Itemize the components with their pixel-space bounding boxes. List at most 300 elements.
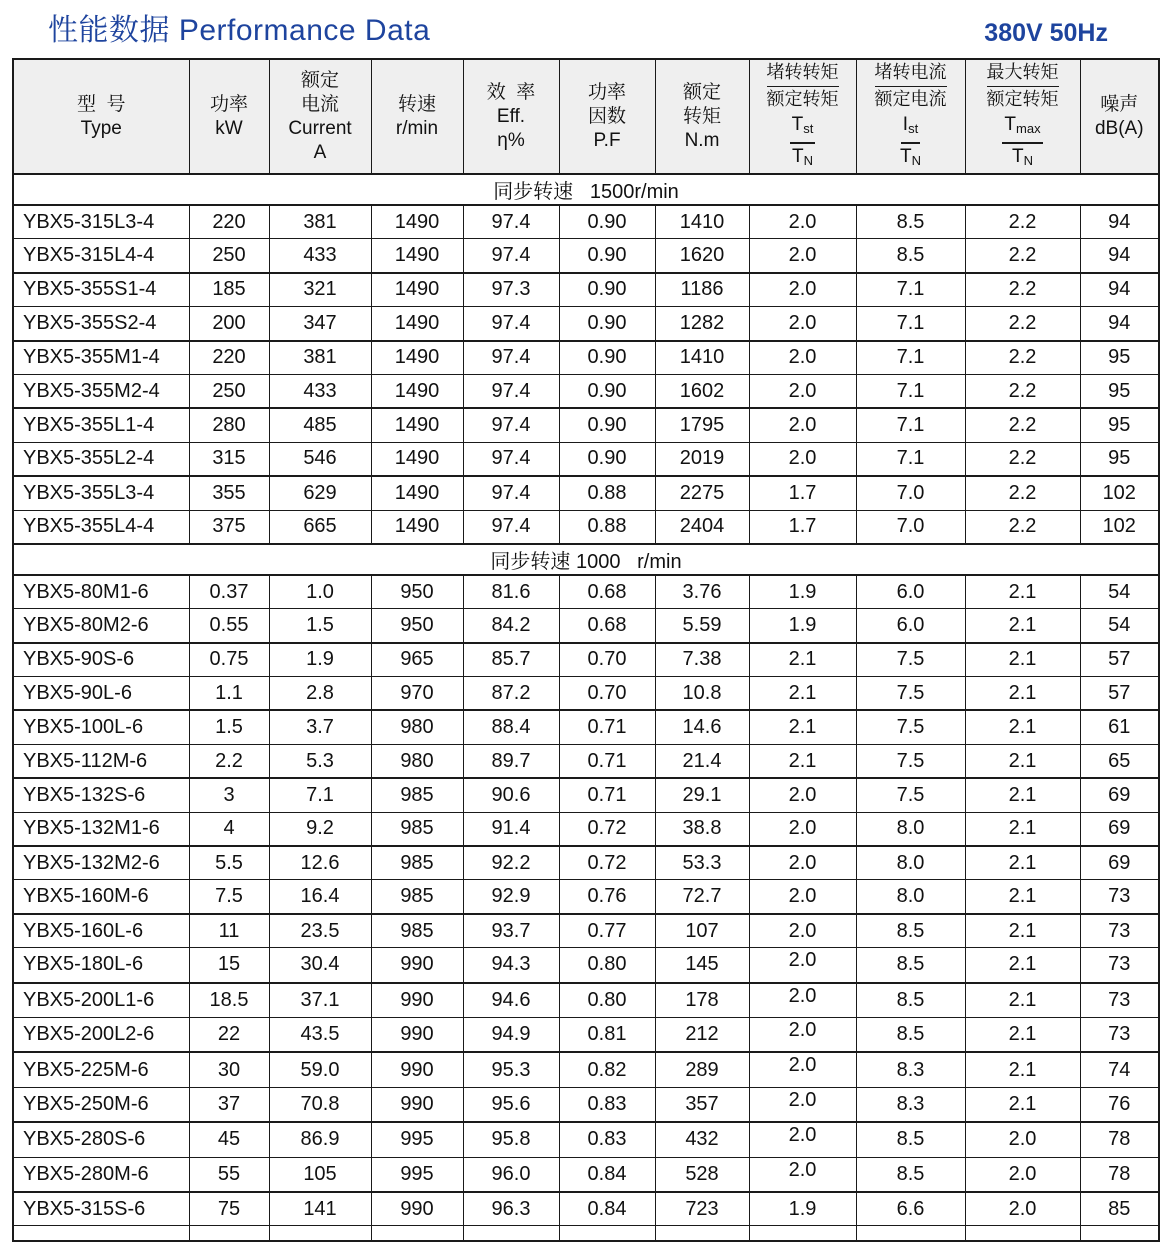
cell-noise: 69 bbox=[1080, 846, 1159, 880]
cell-type: YBX5-355L2-4 bbox=[13, 442, 189, 476]
cell-power-factor: 0.70 bbox=[559, 677, 655, 711]
cell-power-factor: 0.71 bbox=[559, 710, 655, 744]
cell-ist-tn: 7.5 bbox=[856, 643, 965, 677]
col-header-ist-tn bbox=[856, 59, 965, 174]
cell-tst-tn: 2.0 bbox=[749, 846, 856, 880]
fraction-numerator-symbol: $T_{st}$ bbox=[750, 112, 856, 144]
cell-noise: 73 bbox=[1080, 948, 1159, 983]
col-header-line: 额定 bbox=[300, 69, 339, 91]
cell-noise-partial bbox=[1080, 1226, 1159, 1242]
table-row bbox=[13, 341, 1159, 375]
cell-type: YBX5-355L4-4 bbox=[13, 510, 189, 544]
cell-rated-torque: 723 bbox=[655, 1192, 749, 1226]
cell-ist-tn: 7.0 bbox=[856, 510, 965, 544]
cell-efficiency: 97.4 bbox=[463, 476, 559, 510]
cell-power-factor: 0.80 bbox=[559, 983, 655, 1018]
cell-noise: 102 bbox=[1080, 510, 1159, 544]
cell-rated-torque: 1602 bbox=[655, 374, 749, 408]
cell-power-factor: 0.81 bbox=[559, 1017, 655, 1052]
cell-power-factor: 0.72 bbox=[559, 846, 655, 880]
cell-rated-torque: 1410 bbox=[655, 205, 749, 239]
cell-rated-torque: 14.6 bbox=[655, 710, 749, 744]
cell-tmax-tn: 2.1 bbox=[965, 914, 1080, 948]
cell-efficiency: 88.4 bbox=[463, 710, 559, 744]
cell-rated-torque: 107 bbox=[655, 914, 749, 948]
table-row bbox=[13, 1157, 1159, 1192]
col-header-power-factor bbox=[559, 59, 655, 174]
col-header-line: 额定 bbox=[682, 81, 721, 103]
col-header-power-kw bbox=[189, 59, 269, 174]
cell-efficiency: 94.6 bbox=[463, 983, 559, 1018]
cell-tmax-tn: 2.0 bbox=[965, 1157, 1080, 1192]
table-row bbox=[13, 239, 1159, 273]
cell-efficiency: 95.8 bbox=[463, 1122, 559, 1157]
col-header-line: 电流 bbox=[300, 93, 339, 115]
cell-efficiency: 91.4 bbox=[463, 812, 559, 846]
cell-efficiency: 89.7 bbox=[463, 744, 559, 778]
cell-tmax-tn: 2.2 bbox=[965, 341, 1080, 375]
cell-power-kw: 355 bbox=[189, 476, 269, 510]
cell-tmax-tn: 2.1 bbox=[965, 609, 1080, 643]
col-header-efficiency bbox=[463, 59, 559, 174]
cell-efficiency: 84.2 bbox=[463, 609, 559, 643]
cell-rated-current: 43.5 bbox=[269, 1017, 371, 1052]
cell-speed: 990 bbox=[371, 1017, 463, 1052]
cell-type: YBX5-315L3-4 bbox=[13, 205, 189, 239]
cell-rated-torque: 528 bbox=[655, 1157, 749, 1192]
cell-efficiency: 97.4 bbox=[463, 205, 559, 239]
table-row bbox=[13, 476, 1159, 510]
cell-power-factor: 0.71 bbox=[559, 744, 655, 778]
cell-tst-tn: 2.0 bbox=[749, 205, 856, 239]
fraction-denominator-zh: 额定转矩 bbox=[986, 89, 1059, 109]
cell-power-factor: 0.84 bbox=[559, 1192, 655, 1226]
cell-type: YBX5-355M1-4 bbox=[13, 341, 189, 375]
cell-rated-current: 629 bbox=[269, 476, 371, 510]
cell-speed: 995 bbox=[371, 1122, 463, 1157]
cell-noise: 78 bbox=[1080, 1122, 1159, 1157]
cell-ist-tn: 7.1 bbox=[856, 273, 965, 307]
cell-power-kw: 250 bbox=[189, 239, 269, 273]
cell-efficiency: 92.9 bbox=[463, 880, 559, 914]
fraction-numerator-zh: 最大转矩 bbox=[966, 60, 1080, 87]
cell-tst-tn: 2.1 bbox=[749, 677, 856, 711]
cell-ist-tn: 8.5 bbox=[856, 914, 965, 948]
col-header-line: r/min bbox=[395, 117, 439, 139]
cell-tmax-tn: 2.2 bbox=[965, 442, 1080, 476]
cell-power-kw: 185 bbox=[189, 273, 269, 307]
col-header-type bbox=[13, 59, 189, 174]
section-header-row bbox=[13, 174, 1159, 205]
cell-rated-current: 7.1 bbox=[269, 778, 371, 812]
cell-ist-tn-partial bbox=[856, 1226, 965, 1242]
cell-ist-tn: 8.0 bbox=[856, 880, 965, 914]
fraction-numerator-symbol: $T_{max}$ bbox=[966, 112, 1080, 144]
col-header-line: 型 号 bbox=[76, 93, 126, 115]
fraction-denominator-symbol: $T_N$ bbox=[900, 146, 921, 168]
cell-noise: 73 bbox=[1080, 983, 1159, 1018]
cell-power-factor: 0.90 bbox=[559, 205, 655, 239]
cell-speed: 1490 bbox=[371, 205, 463, 239]
cell-power-kw: 0.37 bbox=[189, 575, 269, 609]
cell-noise: 95 bbox=[1080, 408, 1159, 442]
cell-tst-tn: 2.0 bbox=[749, 1052, 856, 1087]
cell-tst-tn: 1.9 bbox=[749, 1192, 856, 1226]
cell-efficiency: 95.6 bbox=[463, 1087, 559, 1122]
col-header-line: Type bbox=[80, 117, 122, 139]
cell-noise: 94 bbox=[1080, 273, 1159, 307]
cell-power-factor: 0.90 bbox=[559, 273, 655, 307]
cell-rated-torque: 1410 bbox=[655, 341, 749, 375]
cell-speed: 950 bbox=[371, 575, 463, 609]
cell-noise: 102 bbox=[1080, 476, 1159, 510]
cell-type: YBX5-180L-6 bbox=[13, 948, 189, 983]
cell-tmax-tn: 2.1 bbox=[965, 575, 1080, 609]
cell-rated-torque: 72.7 bbox=[655, 880, 749, 914]
cell-speed: 1490 bbox=[371, 273, 463, 307]
cell-noise: 61 bbox=[1080, 710, 1159, 744]
cell-ist-tn: 8.5 bbox=[856, 205, 965, 239]
cell-rated-current: 381 bbox=[269, 341, 371, 375]
cell-rated-torque: 53.3 bbox=[655, 846, 749, 880]
cell-rated-torque: 29.1 bbox=[655, 778, 749, 812]
cell-type: YBX5-112M-6 bbox=[13, 744, 189, 778]
cell-power-kw: 220 bbox=[189, 205, 269, 239]
cell-efficiency: 97.4 bbox=[463, 307, 559, 341]
cell-power-kw: 75 bbox=[189, 1192, 269, 1226]
cell-tmax-tn-partial bbox=[965, 1226, 1080, 1242]
cell-type: YBX5-355S2-4 bbox=[13, 307, 189, 341]
cell-power-factor: 0.90 bbox=[559, 374, 655, 408]
cell-tst-tn: 2.0 bbox=[749, 442, 856, 476]
cell-rated-torque: 1282 bbox=[655, 307, 749, 341]
table-row bbox=[13, 778, 1159, 812]
cell-power-kw: 15 bbox=[189, 948, 269, 983]
cell-power-factor: 0.88 bbox=[559, 476, 655, 510]
cell-tmax-tn: 2.2 bbox=[965, 239, 1080, 273]
cell-speed: 990 bbox=[371, 948, 463, 983]
cell-rated-torque: 1795 bbox=[655, 408, 749, 442]
section-header-label: 同步转速 1500r/min bbox=[13, 174, 1159, 205]
cell-noise: 69 bbox=[1080, 778, 1159, 812]
cell-efficiency: 97.4 bbox=[463, 442, 559, 476]
cell-tst-tn: 2.0 bbox=[749, 374, 856, 408]
cell-speed: 1490 bbox=[371, 408, 463, 442]
cell-ist-tn: 7.1 bbox=[856, 442, 965, 476]
cell-power-kw: 37 bbox=[189, 1087, 269, 1122]
cell-power-kw: 220 bbox=[189, 341, 269, 375]
cell-efficiency: 96.0 bbox=[463, 1157, 559, 1192]
cell-ist-tn: 8.0 bbox=[856, 846, 965, 880]
cell-noise: 85 bbox=[1080, 1192, 1159, 1226]
cell-type: YBX5-80M1-6 bbox=[13, 575, 189, 609]
cell-rated-current-partial bbox=[269, 1226, 371, 1242]
cell-rated-torque: 145 bbox=[655, 948, 749, 983]
cell-noise: 94 bbox=[1080, 205, 1159, 239]
col-header-line: Current bbox=[288, 117, 352, 139]
cell-power-factor: 0.70 bbox=[559, 643, 655, 677]
cell-efficiency: 95.3 bbox=[463, 1052, 559, 1087]
cell-tmax-tn: 2.1 bbox=[965, 983, 1080, 1018]
table-row bbox=[13, 1192, 1159, 1226]
table-row bbox=[13, 510, 1159, 544]
cell-rated-current: 141 bbox=[269, 1192, 371, 1226]
fraction-denominator-symbol: $T_N$ bbox=[792, 146, 813, 168]
cell-tst-tn: 2.0 bbox=[749, 239, 856, 273]
fraction-denominator-zh: 额定电流 bbox=[874, 89, 947, 109]
cell-power-kw: 3 bbox=[189, 778, 269, 812]
cell-rated-torque: 3.76 bbox=[655, 575, 749, 609]
cell-ist-tn: 6.0 bbox=[856, 575, 965, 609]
cell-power-kw: 2.2 bbox=[189, 744, 269, 778]
cell-tst-tn: 2.0 bbox=[749, 408, 856, 442]
cell-ist-tn: 7.5 bbox=[856, 744, 965, 778]
cell-tst-tn: 2.0 bbox=[749, 983, 856, 1018]
cell-tst-tn: 2.1 bbox=[749, 710, 856, 744]
table-row bbox=[13, 1087, 1159, 1122]
cell-speed: 950 bbox=[371, 609, 463, 643]
col-header-speed bbox=[371, 59, 463, 174]
cell-tst-tn: 2.1 bbox=[749, 643, 856, 677]
cell-noise: 94 bbox=[1080, 307, 1159, 341]
cell-ist-tn: 8.5 bbox=[856, 1157, 965, 1192]
cell-noise: 73 bbox=[1080, 1017, 1159, 1052]
cell-power-factor: 0.90 bbox=[559, 239, 655, 273]
performance-data-table bbox=[12, 58, 1160, 1242]
cell-tst-tn: 2.0 bbox=[749, 341, 856, 375]
col-header-noise bbox=[1080, 59, 1159, 174]
cell-tst-tn: 1.9 bbox=[749, 609, 856, 643]
cell-power-factor: 0.83 bbox=[559, 1087, 655, 1122]
col-header-line: A bbox=[313, 141, 327, 163]
cell-tmax-tn: 2.1 bbox=[965, 880, 1080, 914]
cell-speed: 1490 bbox=[371, 442, 463, 476]
cell-tst-tn: 2.0 bbox=[749, 1017, 856, 1052]
cell-noise: 95 bbox=[1080, 374, 1159, 408]
table-row bbox=[13, 846, 1159, 880]
cell-type: YBX5-280S-6 bbox=[13, 1122, 189, 1157]
cell-speed: 970 bbox=[371, 677, 463, 711]
cell-power-factor: 0.72 bbox=[559, 812, 655, 846]
cell-rated-current: 546 bbox=[269, 442, 371, 476]
cell-speed: 985 bbox=[371, 914, 463, 948]
cell-tmax-tn: 2.1 bbox=[965, 846, 1080, 880]
cell-noise: 65 bbox=[1080, 744, 1159, 778]
cell-rated-torque: 432 bbox=[655, 1122, 749, 1157]
table-row bbox=[13, 374, 1159, 408]
cell-noise: 95 bbox=[1080, 442, 1159, 476]
col-header-line: 转速 bbox=[397, 93, 436, 115]
cell-noise: 57 bbox=[1080, 643, 1159, 677]
table-row bbox=[13, 1052, 1159, 1087]
cell-speed: 990 bbox=[371, 1087, 463, 1122]
table-row bbox=[13, 575, 1159, 609]
cell-efficiency: 92.2 bbox=[463, 846, 559, 880]
table-row bbox=[13, 880, 1159, 914]
cell-noise: 73 bbox=[1080, 914, 1159, 948]
voltage-frequency-label: 380V 50Hz bbox=[984, 19, 1108, 47]
cell-rated-torque-partial bbox=[655, 1226, 749, 1242]
cell-power-kw: 55 bbox=[189, 1157, 269, 1192]
cell-tst-tn: 1.7 bbox=[749, 476, 856, 510]
cell-efficiency-partial bbox=[463, 1226, 559, 1242]
cell-noise: 73 bbox=[1080, 880, 1159, 914]
cell-efficiency: 97.4 bbox=[463, 239, 559, 273]
cell-ist-tn: 8.5 bbox=[856, 983, 965, 1018]
cell-speed: 990 bbox=[371, 983, 463, 1018]
cell-efficiency: 97.4 bbox=[463, 408, 559, 442]
cell-speed: 1490 bbox=[371, 476, 463, 510]
cell-ist-tn: 8.5 bbox=[856, 948, 965, 983]
cell-tmax-tn: 2.0 bbox=[965, 1192, 1080, 1226]
cell-power-kw: 11 bbox=[189, 914, 269, 948]
cell-tst-tn: 2.0 bbox=[749, 307, 856, 341]
cell-power-factor: 0.90 bbox=[559, 341, 655, 375]
cell-ist-tn: 7.0 bbox=[856, 476, 965, 510]
fraction-denominator-zh: 额定转矩 bbox=[766, 89, 839, 109]
table-row bbox=[13, 677, 1159, 711]
cell-efficiency: 94.3 bbox=[463, 948, 559, 983]
cell-tmax-tn: 2.1 bbox=[965, 812, 1080, 846]
cell-power-kw: 5.5 bbox=[189, 846, 269, 880]
table-row bbox=[13, 273, 1159, 307]
cell-ist-tn: 8.0 bbox=[856, 812, 965, 846]
col-header-line: P.F bbox=[593, 129, 621, 151]
cell-ist-tn: 8.3 bbox=[856, 1087, 965, 1122]
cell-efficiency: 94.9 bbox=[463, 1017, 559, 1052]
cell-speed: 985 bbox=[371, 880, 463, 914]
cell-power-factor: 0.90 bbox=[559, 307, 655, 341]
cell-speed: 985 bbox=[371, 846, 463, 880]
cell-power-kw: 375 bbox=[189, 510, 269, 544]
cell-rated-current: 30.4 bbox=[269, 948, 371, 983]
cell-type: YBX5-355S1-4 bbox=[13, 273, 189, 307]
cell-tmax-tn: 2.0 bbox=[965, 1122, 1080, 1157]
cell-power-kw-partial bbox=[189, 1226, 269, 1242]
cell-noise: 54 bbox=[1080, 609, 1159, 643]
cell-rated-current: 485 bbox=[269, 408, 371, 442]
cell-speed: 1490 bbox=[371, 341, 463, 375]
cell-rated-torque: 357 bbox=[655, 1087, 749, 1122]
cell-speed-partial bbox=[371, 1226, 463, 1242]
cell-tst-tn: 2.0 bbox=[749, 778, 856, 812]
col-header-rated-torque bbox=[655, 59, 749, 174]
cell-type-partial bbox=[13, 1226, 189, 1242]
page-title: 性能数据 Performance Data bbox=[48, 14, 431, 47]
cell-speed: 985 bbox=[371, 812, 463, 846]
table-row bbox=[13, 812, 1159, 846]
cell-power-kw: 280 bbox=[189, 408, 269, 442]
cell-rated-current: 2.8 bbox=[269, 677, 371, 711]
cell-speed: 1490 bbox=[371, 510, 463, 544]
cell-type: YBX5-200L1-6 bbox=[13, 983, 189, 1018]
cell-rated-current: 86.9 bbox=[269, 1122, 371, 1157]
cell-tmax-tn: 2.1 bbox=[965, 778, 1080, 812]
cell-noise: 78 bbox=[1080, 1157, 1159, 1192]
cell-tmax-tn: 2.2 bbox=[965, 374, 1080, 408]
cell-speed: 1490 bbox=[371, 307, 463, 341]
cell-type: YBX5-315S-6 bbox=[13, 1192, 189, 1226]
cell-ist-tn: 7.1 bbox=[856, 374, 965, 408]
cell-power-factor: 0.68 bbox=[559, 609, 655, 643]
cell-power-factor: 0.82 bbox=[559, 1052, 655, 1087]
cell-tmax-tn: 2.2 bbox=[965, 408, 1080, 442]
cell-rated-current: 16.4 bbox=[269, 880, 371, 914]
cell-type: YBX5-355M2-4 bbox=[13, 374, 189, 408]
cell-rated-current: 433 bbox=[269, 239, 371, 273]
cell-efficiency: 97.4 bbox=[463, 374, 559, 408]
cell-rated-current: 433 bbox=[269, 374, 371, 408]
table-row bbox=[13, 983, 1159, 1018]
cell-rated-torque: 289 bbox=[655, 1052, 749, 1087]
cell-power-kw: 1.5 bbox=[189, 710, 269, 744]
cell-rated-torque: 2019 bbox=[655, 442, 749, 476]
cell-power-factor: 0.76 bbox=[559, 880, 655, 914]
cell-ist-tn: 7.1 bbox=[856, 307, 965, 341]
cell-ist-tn: 7.5 bbox=[856, 778, 965, 812]
cell-power-factor: 0.68 bbox=[559, 575, 655, 609]
cell-speed: 990 bbox=[371, 1192, 463, 1226]
cell-tst-tn: 2.0 bbox=[749, 812, 856, 846]
cell-efficiency: 97.4 bbox=[463, 510, 559, 544]
cell-type: YBX5-90S-6 bbox=[13, 643, 189, 677]
cell-ist-tn: 7.5 bbox=[856, 677, 965, 711]
cell-ist-tn: 7.1 bbox=[856, 408, 965, 442]
cell-power-factor: 0.83 bbox=[559, 1122, 655, 1157]
fraction-denominator-symbol: $T_N$ bbox=[1012, 146, 1033, 168]
col-header-tst-tn bbox=[749, 59, 856, 174]
cell-type: YBX5-100L-6 bbox=[13, 710, 189, 744]
table-row bbox=[13, 609, 1159, 643]
cell-tmax-tn: 2.1 bbox=[965, 710, 1080, 744]
cell-power-kw: 250 bbox=[189, 374, 269, 408]
cell-type: YBX5-355L1-4 bbox=[13, 408, 189, 442]
fraction-numerator-symbol: $I_{st}$ bbox=[857, 112, 965, 144]
cell-noise: 95 bbox=[1080, 341, 1159, 375]
col-header-line: 噪声 bbox=[1100, 93, 1139, 115]
cell-efficiency: 87.2 bbox=[463, 677, 559, 711]
cell-noise: 57 bbox=[1080, 677, 1159, 711]
cell-rated-current: 105 bbox=[269, 1157, 371, 1192]
cell-ist-tn: 8.5 bbox=[856, 1122, 965, 1157]
cell-tst-tn: 1.9 bbox=[749, 575, 856, 609]
col-header-line: Eff. bbox=[496, 105, 526, 127]
cell-power-factor: 0.80 bbox=[559, 948, 655, 983]
cell-tst-tn: 2.1 bbox=[749, 744, 856, 778]
cell-speed: 1490 bbox=[371, 239, 463, 273]
cell-tst-tn: 1.7 bbox=[749, 510, 856, 544]
cell-efficiency: 85.7 bbox=[463, 643, 559, 677]
cell-power-kw: 1.1 bbox=[189, 677, 269, 711]
cell-power-kw: 18.5 bbox=[189, 983, 269, 1018]
cell-ist-tn: 8.5 bbox=[856, 239, 965, 273]
cell-tmax-tn: 2.2 bbox=[965, 510, 1080, 544]
table-row bbox=[13, 307, 1159, 341]
cell-rated-current: 5.3 bbox=[269, 744, 371, 778]
cell-rated-current: 12.6 bbox=[269, 846, 371, 880]
cell-speed: 990 bbox=[371, 1052, 463, 1087]
cell-rated-torque: 38.8 bbox=[655, 812, 749, 846]
cell-type: YBX5-315L4-4 bbox=[13, 239, 189, 273]
cell-rated-current: 381 bbox=[269, 205, 371, 239]
cell-rated-torque: 2275 bbox=[655, 476, 749, 510]
cell-power-factor: 0.90 bbox=[559, 442, 655, 476]
cell-noise: 54 bbox=[1080, 575, 1159, 609]
cell-power-kw: 7.5 bbox=[189, 880, 269, 914]
table-row bbox=[13, 408, 1159, 442]
cell-rated-current: 1.5 bbox=[269, 609, 371, 643]
cell-power-kw: 0.55 bbox=[189, 609, 269, 643]
